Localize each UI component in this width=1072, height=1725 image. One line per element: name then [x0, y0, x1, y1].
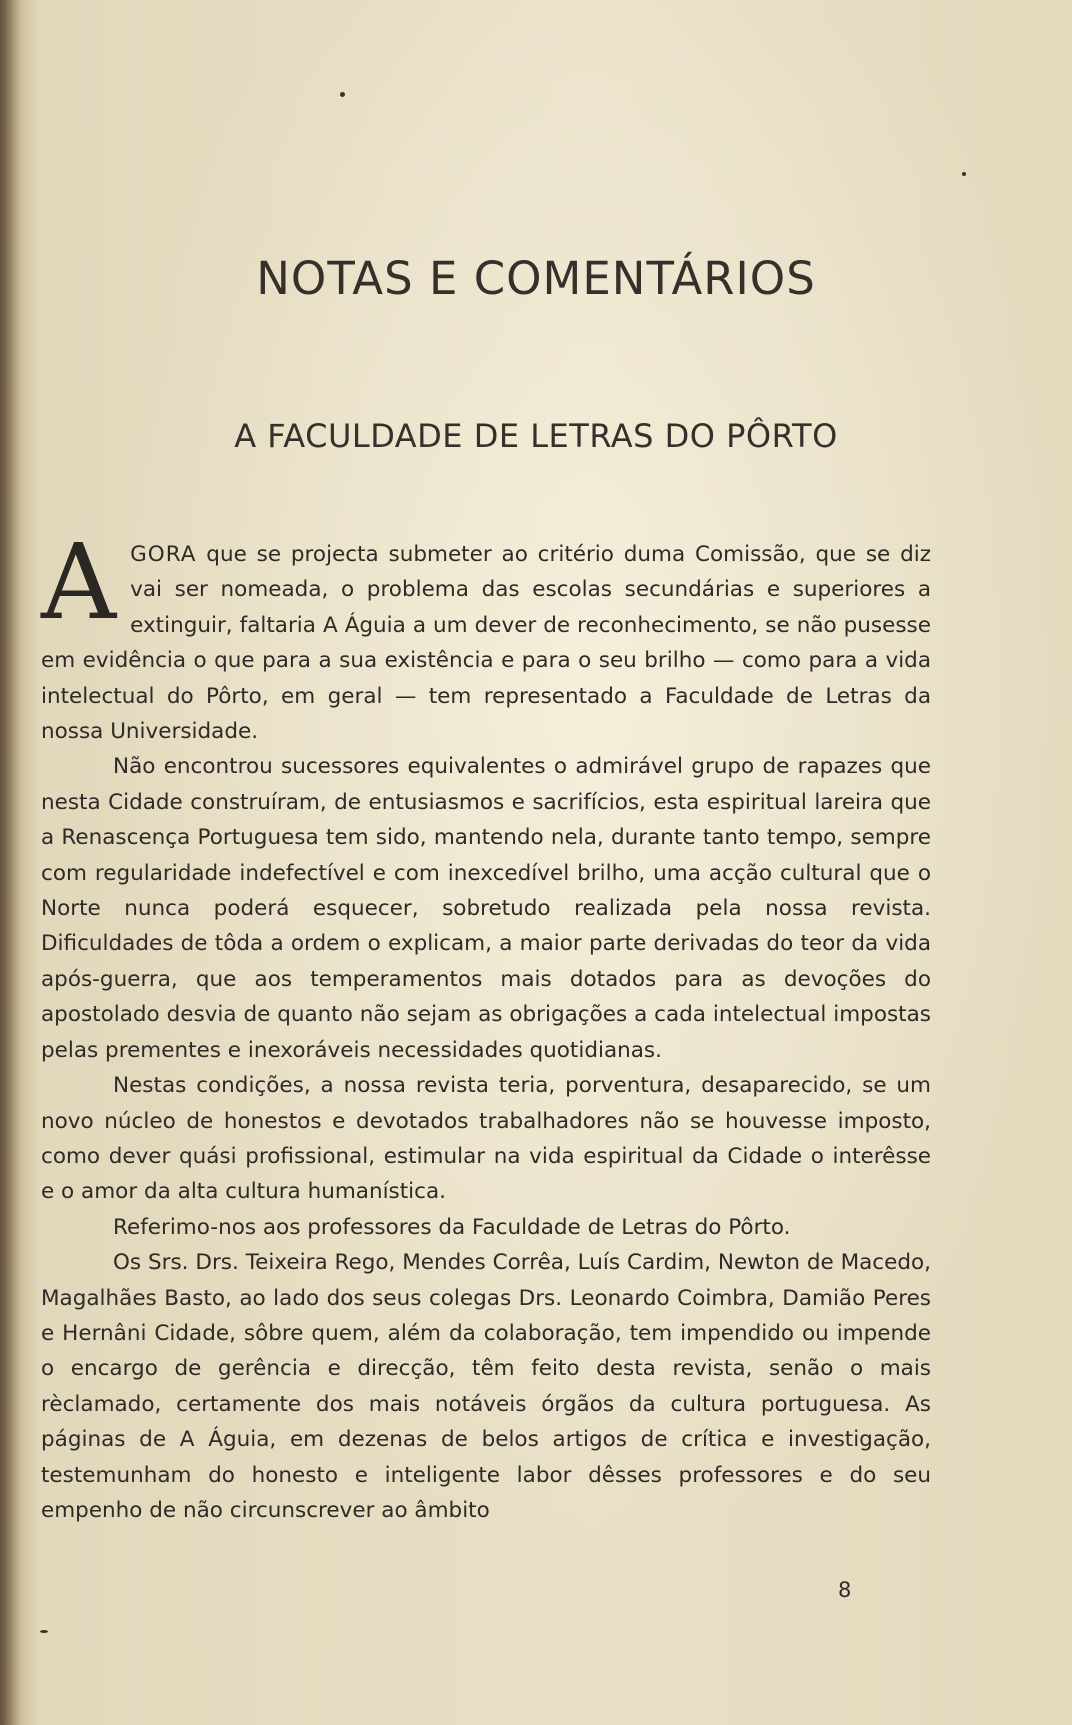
paragraph-5: Os Srs. Drs. Teixeira Rego, Mendes Corrêa, Luís Cardim, Newton de Macedo, Magalhães Basto, ao lado dos seus colegas Drs. Leonardo Coimbra, Damião Peres e Hernâni Cidade, sôbre quem, além da colaboração, tem impendido ou impende o encargo de gerência e direcção, têm feito desta revista, senão o mais rèclamado, certamente dos mais notáveis órgãos da cultura portuguesa. As páginas de A Águia, em dezenas de belos artigos de crítica e investigação, testemunham do honesto e inteligente labor dêsses professores e do seu empenho de não circunscrever ao âmbito [41, 1250, 931, 1523]
paper-speck [962, 172, 966, 176]
paragraph-2: Não encontrou sucessores equivalentes o admirável grupo de rapazes que nesta Cidade construíram, de entusiasmos e sacrifícios, esta espiritual lareira que a Renascença Portuguesa tem sido, mantendo nela, durante tanto tempo, sempre com regularidade indefectível e com inexcedível brilho, uma acção cultural que o Norte nunca poderá esquecer, sobretudo realizada pela nossa revista. Dificuldades de tôda a ordem o explicam, a maior parte derivadas do teor da vida após-guerra, que aos temperamentos mais dotados para as devoções do apostolado desvia de quanto não sejam as obrigações a cada intelectual impostas pelas prementes e inexoráveis necessidades quotidianas. [41, 754, 931, 1063]
paper-speck [340, 92, 345, 97]
page-header-title: NOTAS E COMENTÁRIOS [256, 252, 816, 305]
paragraph-1-text: que se projecta submeter ao critério duma Comissão, que se diz vai ser nomeada, o problema das escolas secundárias e superiores a extinguir, faltaria A Águia a um dever de reconhecimento, se não pusesse em evidência o que para a sua existência e para o seu brilho — como para a vida intelectual do Pôrto, em geral — tem representado a Faculdade de Letras da nossa Universidade. [41, 542, 931, 745]
article-title: A FACULDADE DE LETRAS DO PÔRTO [234, 417, 838, 455]
lead-small-caps: GORA [130, 542, 197, 567]
article-body [41, 521, 931, 1528]
paper-speck [40, 1630, 48, 1633]
paragraph-1 [41, 521, 931, 749]
page-number: 8 [838, 1578, 852, 1602]
paragraph-4: Referimo-nos aos professores da Faculdade de Letras do Pôrto. [113, 1214, 791, 1240]
drop-cap-letter: A [41, 521, 117, 643]
paragraph-3: Nestas condições, a nossa revista teria, porventura, desaparecido, se um novo núcleo de honestos e devotados trabalhadores não se houvesse imposto, como dever quási profissional, estimular na vida espiritual da Cidade o interêsse e o amor da alta cultura humanística. [41, 1073, 931, 1205]
